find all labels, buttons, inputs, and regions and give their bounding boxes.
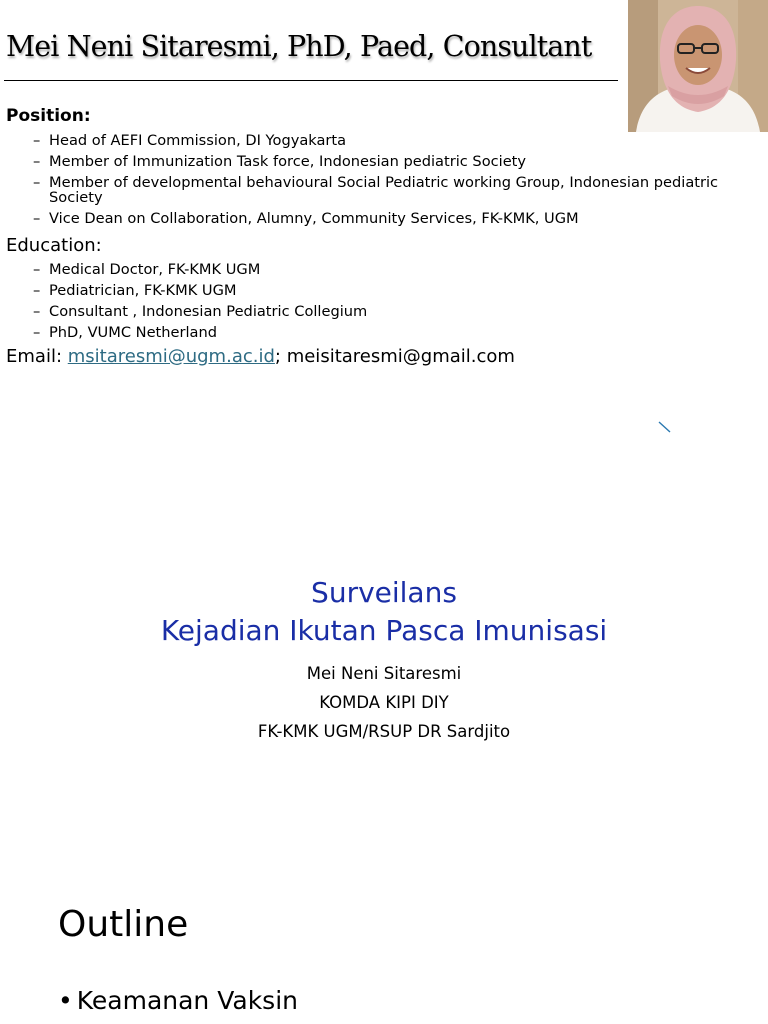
position-item: – Member of developmental behavioural Social Pediatric working Group, Indonesian pediatric Society [33,175,723,205]
education-item: – Pediatrician, FK-KMK UGM [33,283,723,298]
education-item: – Consultant , Indonesian Pediatric Collegium [33,304,723,319]
presenter-name: Mei Neni Sitaresmi [306,664,462,683]
position-item: – Vice Dean on Collaboration, Alumny, Community Services, FK-KMK, UGM [33,211,723,226]
speaker-photo [628,0,768,132]
outline-item [58,986,298,1015]
presenter-institution: FK-KMK UGM/RSUP DR Sardjito [257,722,511,741]
position-list [33,133,723,232]
slash-mark-icon [656,420,674,436]
email-label: Email: [6,346,68,367]
presenter-committee: KOMDA KIPI DIY [319,693,449,712]
education-item: – PhD, VUMC Netherland [33,325,723,340]
position-heading: Position: [6,106,91,126]
email-link-primary[interactable]: msitaresmi@ugm.ac.id [67,346,275,367]
email-separator: ; [274,346,287,367]
position-item: – Head of AEFI Commission, DI Yogyakarta [33,133,723,148]
email-secondary: meisitaresmi@gmail.com [286,346,515,367]
outline-heading: Outline [58,904,189,945]
email-line [6,346,515,367]
education-list [33,262,723,346]
slide2-title-line1: Surveilans [311,576,457,609]
title-divider [4,80,618,81]
slide2-subtitle [0,659,768,746]
slide2-title-line2: Kejadian Ikutan Pasca Imunisasi [160,614,608,647]
slide1-title: Mei Neni Sitaresmi, PhD, Paed, Consultant [6,30,592,63]
education-heading: Education: [6,235,102,256]
education-item: – Medical Doctor, FK-KMK UGM [33,262,723,277]
position-item: – Member of Immunization Task force, Indonesian pediatric Society [33,154,723,169]
slide2-title [0,574,768,650]
outline-item-text: Keamanan Vaksin [76,986,299,1015]
bullet-dot: • [58,986,73,1015]
